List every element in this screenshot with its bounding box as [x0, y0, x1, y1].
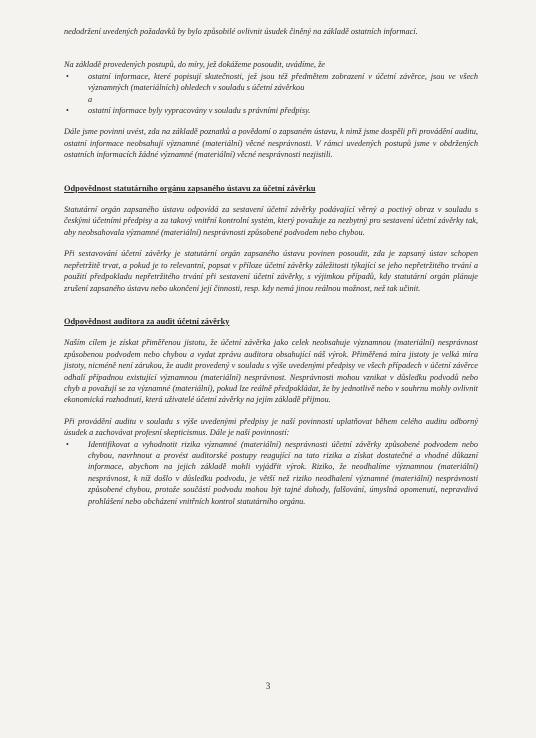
- procedures-bullet-2: • ostatní informace byly vypracovány v souladu s právními předpisy.: [66, 106, 311, 116]
- heading-auditor-responsibility: Odpovědnost auditora za audit účetní závěrky: [64, 316, 230, 326]
- statutory-paragraph-1: Statutární orgán zapsaného ústavu odpovídá za sestavení účetní závěrky podávající věrný a poctivý obraz v souladu s českými účetními předpisy a za takový vnitřní kontrolní systém, který považuje za nezbytný pro sestavení účetní závěrky tak, aby neobsahovala významné (materiální) nesprávnosti způsobené podvodem nebo chybou.: [64, 205, 478, 237]
- heading-statutory-responsibility: Odpovědnost statutárního orgánu zapsaného ústavu za účetní závěrku: [64, 183, 316, 193]
- procedures-intro: Na základě provedených postupů, do míry, jež dokážeme posoudit, uvádíme, že: [64, 60, 325, 70]
- auditor-paragraph-2: Při provádění auditu v souladu s výše uvedenými předpisy je naší povinností uplatňovat během celého auditu odborný úsudek a zachovávat profesní skepticismus. Dále je naší povinností:: [64, 416, 478, 438]
- auditor-duty-bullet-1: • Identifikovat a vyhodnotit rizika významné (materiální) nesprávnosti účetní závěrky způsobené podvodem nebo chybou, navrhnout a provést auditorské postupy reagující na tato rizika a získat dostatečné a vhodné důkazní informace, abychom na jejich základě mohli vyjádřit výrok. Riziko, že neodhalíme významnou (materiální) nesprávnost, k níž došlo v důsledku podvodu, je větší než riziko neodhalení významné (materiální) nesprávnosti způsobené chybou, protože součástí podvodu mohou být tajné dohody, falšování, úmyslná opomenutí, nepravdivá prohlášení nebo obcházení vnitřních kontrol statutárního orgánu.: [66, 439, 478, 506]
- auditor-paragraph-1: Naším cílem je získat přiměřenou jistotu, že účetní závěrka jako celek neobsahuje významnou (materiální) nesprávnost způsobenou podvodem nebo chybou a vydat zprávu auditora obsahující náš výrok. Přiměřená míra jistoty je velká míra jistoty, nicméně není zárukou, že audit provedený v souladu s výše uvedenými předpisy ve všech případech v účetní závěrce odhalí případnou existující významnou (materiální) nesprávnost. Nesprávnosti mohou vznikat v důsledku podvodů nebo chyb a považují se za významné (materiální), pokud lze reálně předpokládat, že by jednotlivě nebo v souhrnu mohly ovlivnit ekonomická rozhodnutí, která uživatelé účetní závěrky na jejím základě přijmou.: [64, 338, 478, 405]
- document-body: [64, 26, 478, 517]
- bullet-icon: •: [66, 106, 69, 116]
- procedures-list-1: [64, 71, 478, 94]
- procedures-list-2: [64, 105, 478, 116]
- auditor-duties-list: [64, 439, 478, 507]
- and-word: a: [88, 94, 93, 104]
- bullet-icon: •: [66, 439, 69, 449]
- page-number: 3: [265, 681, 271, 691]
- intro-tail-paragraph: nedodržení uvedených požadavků by bylo způsobilé ovlivnit úsudek činěný na základě ostatních informací.: [64, 27, 418, 36]
- statutory-paragraph-2: Při sestavování účetní závěrky je statutární orgán zapsaného ústavu povinen posoudit, zda je zapsaný ústav schopen nepřetržitě trvat, a pokud je to relevantní, popsat v příloze účetní závěrky záležitosti týkající se jeho nepřetržitého trvání a použití předpokladu nepřetržitého trvání při sestavení účetní závěrky, s výjimkou případů, kdy statutární orgán plánuje zrušení zapsaného ústavu nebo ukončení její činnosti, resp. kdy nemá jinou reálnou možnost, než tak učinit.: [64, 249, 478, 293]
- further-statement-paragraph: Dále jsme povinni uvést, zda na základě poznatků a povědomí o zapsaném ústavu, k nimž jsme dospěli při provádění auditu, ostatní informace neobsahují významné (materiální) věcné nesprávnosti. V rámci uvedených postupů jsme v obdržených ostatních informacích žádné významné (materiální) věcné nesprávnosti nezjistili.: [64, 127, 478, 160]
- bullet-icon: •: [66, 71, 69, 81]
- procedures-bullet-1: • ostatní informace, které popisují skutečnosti, jež jsou též předmětem zobrazení v účetní závěrce, jsou ve všech významných (materiálních) ohledech v souladu s účetní závěrkou: [66, 71, 478, 93]
